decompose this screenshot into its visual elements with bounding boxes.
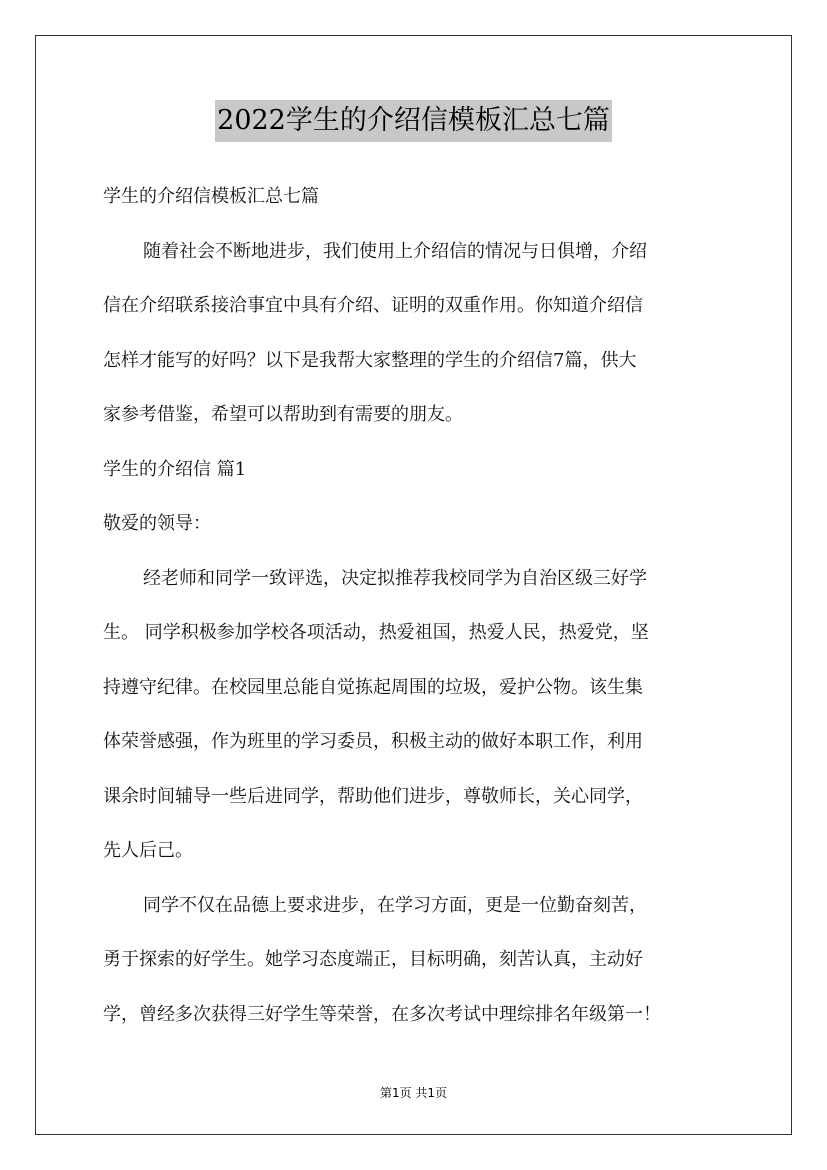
body-line: 生。 同学积极参加学校各项活动，热爱祖国，热爱人民，热爱党，坚 bbox=[103, 622, 649, 643]
document-title: 2022学生的介绍信模板汇总七篇 bbox=[215, 100, 612, 142]
body-line: 先人后己。 bbox=[103, 840, 193, 861]
body-line: 家参考借鉴，希望可以帮助到有需要的朋友。 bbox=[103, 404, 463, 425]
body-line: 信在介绍联系接洽事宜中具有介绍、证明的双重作用。你知道介绍信 bbox=[103, 295, 643, 316]
body-line: 经老师和同学一致评选，决定拟推荐我校同学为自治区级三好学 bbox=[143, 567, 647, 589]
body-line: 勇于探索的好学生。她学习态度端正，目标明确，刻苦认真，主动好 bbox=[103, 949, 643, 970]
body-line: 随着社会不断地进步，我们使用上介绍信的情况与日俱增，介绍 bbox=[143, 240, 647, 262]
body-line: 持遵守纪律。在校园里总能自觉拣起周围的垃圾，爱护公物。该生集 bbox=[103, 676, 643, 698]
body-line: 同学不仅在品德上要求进步，在学习方面，更是一位勤奋刻苦， bbox=[143, 894, 647, 916]
subtitle-line: 学生的介绍信模板汇总七篇 bbox=[103, 186, 319, 207]
salutation: 敬爱的领导： bbox=[103, 513, 211, 534]
body-line: 怎样才能写的好吗？以下是我帮大家整理的学生的介绍信7篇，供大 bbox=[103, 349, 637, 371]
title-container bbox=[0, 100, 827, 142]
body-line: 学，曾经多次获得三好学生等荣誉，在多次考试中理综排名年级第一！ bbox=[103, 1003, 661, 1025]
document-body bbox=[103, 170, 727, 1042]
body-line: 课余时间辅导一些后进同学，帮助他们进步，尊敬师长，关心同学， bbox=[103, 785, 643, 807]
page-footer: 第1页 共1页 bbox=[379, 1086, 448, 1100]
body-line: 体荣誉感强，作为班里的学习委员，积极主动的做好本职工作，利用 bbox=[103, 731, 643, 752]
section-heading: 学生的介绍信 篇1 bbox=[103, 458, 247, 480]
